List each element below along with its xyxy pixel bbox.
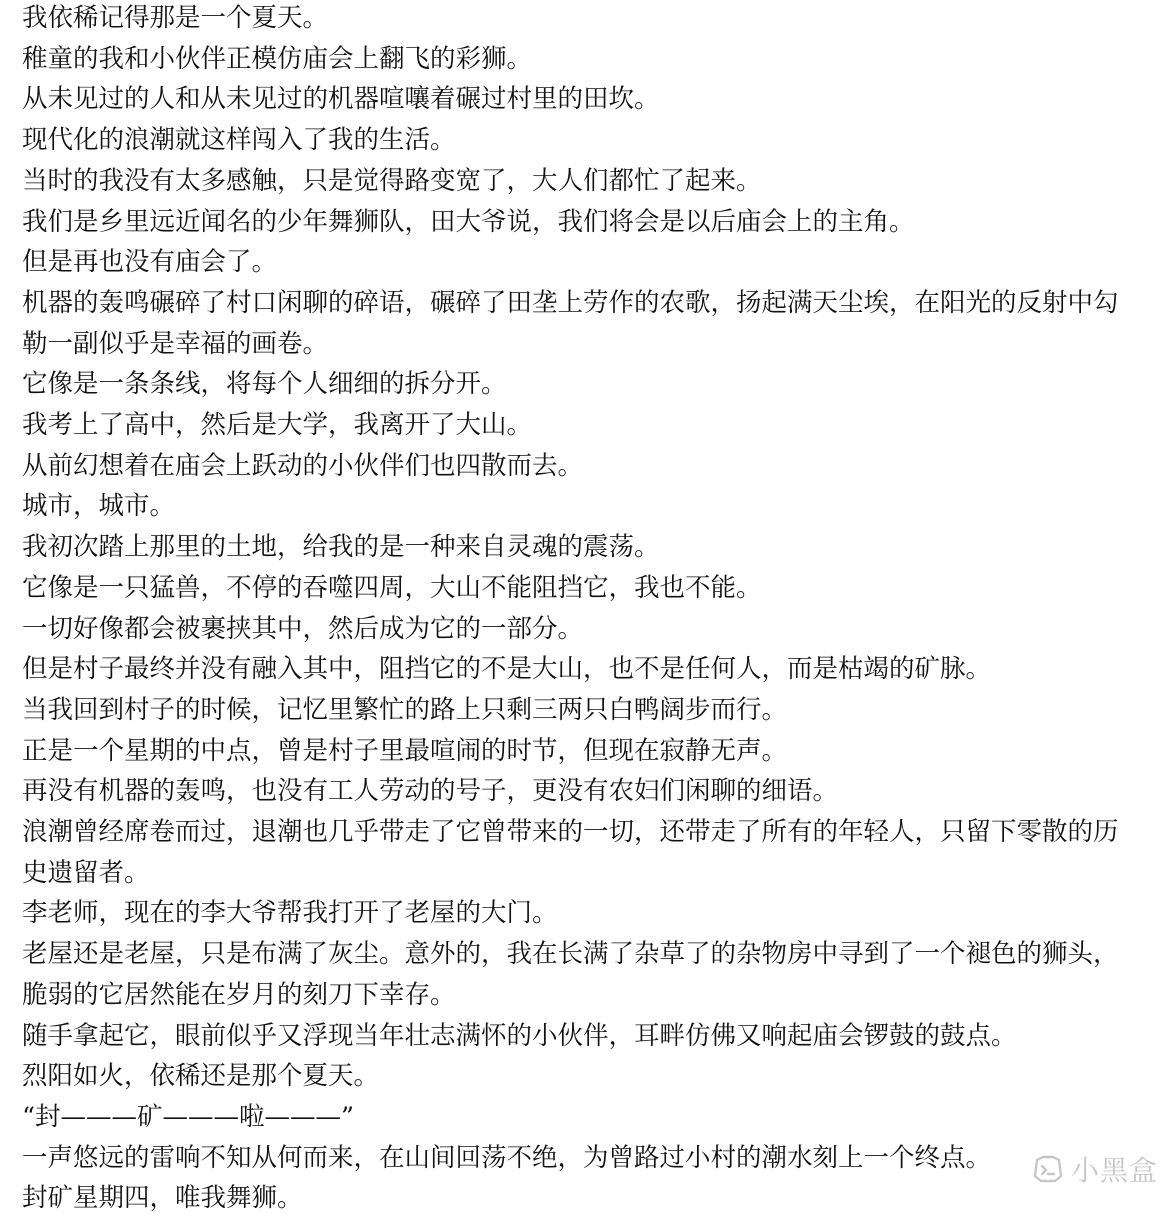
paragraph: 浪潮曾经席卷而过，退潮也几乎带走了它曾带来的一切，还带走了所有的年轻人，只留下零散的历史遗留者。 — [22, 817, 1119, 888]
paragraph: 我依稀记得那是一个夏天。 — [22, 3, 329, 33]
paragraph: 烈阳如火，依稀还是那个夏天。 — [22, 1061, 380, 1092]
paragraph: 当时的我没有太多感触，只是觉得路变宽了，大人们都忙了起来。 — [22, 165, 762, 196]
paragraph: 城市，城市。 — [22, 491, 176, 522]
paragraph: 从前幻想着在庙会上跃动的小伙伴们也四散而去。 — [22, 450, 584, 481]
paragraph: 它像是一条条线，将每个人细细的拆分开。 — [22, 369, 507, 400]
paragraph: 它像是一只猛兽，不停的吞噬四周，大山不能阻挡它，我也不能。 — [22, 572, 762, 603]
paragraph: “封———矿———啦———” — [22, 1101, 355, 1132]
paragraph: 一声悠远的雷响不知从何而来，在山间回荡不绝，为曾路过小村的潮水刻上一个终点。 — [22, 1142, 992, 1173]
paragraph: 当我回到村子的时候，记忆里繁忙的路上只剩三两只白鸭阔步而行。 — [22, 694, 788, 725]
paragraph: 但是村子最终并没有融入其中，阻挡它的不是大山，也不是任何人，而是枯竭的矿脉。 — [22, 654, 992, 685]
document-body — [22, 0, 1132, 1219]
paragraph: 随手拿起它，眼前似乎又浮现当年壮志满怀的小伙伴，耳畔仿佛又响起庙会锣鼓的鼓点。 — [22, 1020, 1017, 1051]
paragraph: 一切好像都会被裹挟其中，然后成为它的一部分。 — [22, 613, 584, 644]
paragraph: 我们是乡里远近闻名的少年舞狮队，田大爷说，我们将会是以后庙会上的主角。 — [22, 206, 915, 237]
paragraph: 封矿星期四，唯我舞狮。 — [22, 1183, 303, 1214]
paragraph: 老屋还是老屋，只是布满了灰尘。意外的，我在长满了杂草了的杂物房中寻到了一个褪色的狮头，脆弱的它居然能在岁月的刻刀下幸存。 — [22, 939, 1119, 1010]
paragraph: 现代化的浪潮就这样闯入了我的生活。 — [22, 125, 456, 156]
paragraph: 我考上了高中，然后是大学，我离开了大山。 — [22, 410, 533, 441]
heybox-logo-icon — [1031, 1152, 1065, 1186]
paragraph: 从未见过的人和从未见过的机器喧嚷着碾过村里的田坎。 — [22, 84, 660, 115]
paragraph: 机器的轰鸣碾碎了村口闲聊的碎语，碾碎了田垄上劳作的农歌，扬起满天尘埃，在阳光的反射中勾勒一副似乎是幸福的画卷。 — [22, 287, 1119, 359]
paragraph: 李老师，现在的李大爷帮我打开了老屋的大门。 — [22, 898, 558, 929]
paragraph: 我初次踏上那里的土地，给我的是一种来自灵魂的震荡。 — [22, 532, 660, 563]
watermark-text: 小黑盒 — [1070, 1154, 1158, 1187]
paragraph: 但是再也没有庙会了。 — [22, 247, 278, 278]
paragraph: 稚童的我和小伙伴正模仿庙会上翻飞的彩狮。 — [22, 43, 533, 74]
watermark — [1031, 1149, 1158, 1189]
paragraph: 再没有机器的轰鸣，也没有工人劳动的号子，更没有农妇们闲聊的细语。 — [22, 776, 839, 807]
paragraph: 正是一个星期的中点，曾是村子里最喧闹的时节，但现在寂静无声。 — [22, 735, 788, 766]
